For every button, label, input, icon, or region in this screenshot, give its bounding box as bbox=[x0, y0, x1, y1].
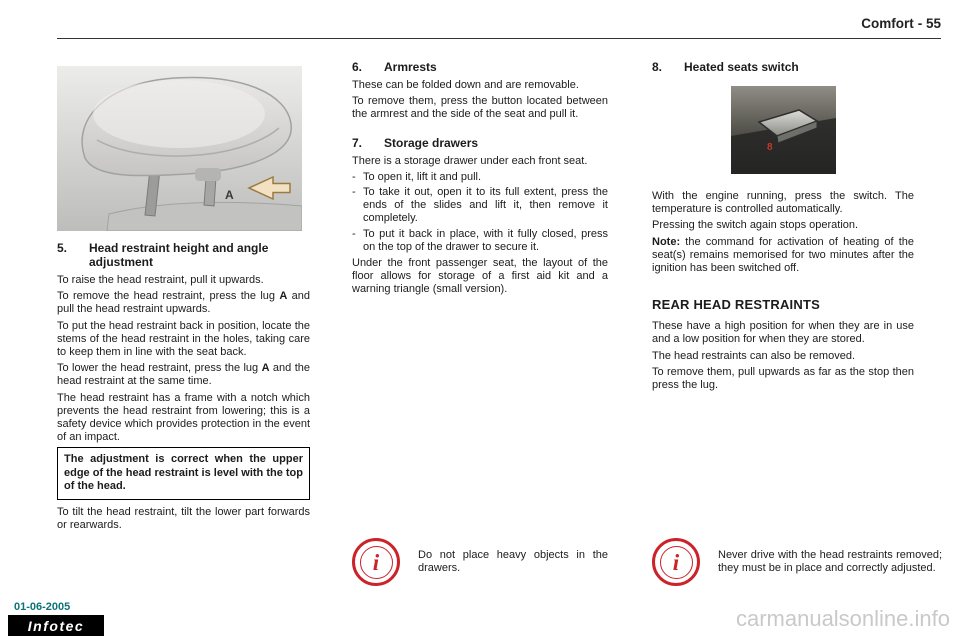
page-header bbox=[861, 16, 941, 31]
section-6-heading bbox=[352, 60, 608, 74]
heated-switch-photo bbox=[731, 86, 836, 174]
lug-label: A bbox=[225, 188, 234, 202]
header-divider bbox=[57, 38, 941, 39]
section-number: 7. bbox=[352, 135, 363, 150]
paragraph: These have a high position for when they are in use and a low position for when they are stored. bbox=[652, 320, 914, 346]
paragraph: To remove them, press the button located between the armrest and the side of the seat and pull it. bbox=[352, 95, 608, 121]
section-number: 5. bbox=[57, 241, 68, 255]
paragraph: These can be folded down and are removable. bbox=[352, 79, 579, 91]
section-number: 6. bbox=[352, 60, 363, 74]
paragraph: Under the front passenger seat, the layout of the floor allows for storage of a first aid kit and a warning triangle (small version). bbox=[352, 257, 608, 296]
section-5-heading bbox=[57, 241, 310, 269]
right-column bbox=[652, 60, 914, 395]
paragraph: There is a storage drawer under each front seat. bbox=[352, 154, 588, 167]
paragraph: To raise the head restraint, pull it upwards. bbox=[57, 274, 264, 286]
paragraph: The head restraints can also be removed. bbox=[652, 349, 856, 362]
paragraph: To remove the head restraint, press the lug A and pull the head restraint upwards. bbox=[57, 290, 310, 316]
warning-text: Never drive with the head restraints removed; they must be in place and correctly adjusted. bbox=[718, 548, 942, 574]
rear-head-restraints-heading: REAR HEAD RESTRAINTS bbox=[652, 297, 820, 313]
paragraph: To put the head restraint back in position, locate the stems of the head restraint in the holes, taking care to keep them in line with the seat back. bbox=[57, 319, 310, 359]
list-item: - To take it out, open it to its full extent, press the ends of the slides and lift it, then remove it completely. bbox=[352, 186, 608, 225]
revision-date: 01-06-2005 bbox=[14, 601, 71, 613]
list-item: - To open it, lift it and pull. bbox=[352, 170, 482, 183]
middle-column bbox=[352, 60, 608, 300]
paragraph: Note: the command for activation of heating of the seat(s) remains memorised for two minutes after the ignition has been switched off. bbox=[652, 235, 914, 275]
section-8-heading bbox=[652, 60, 914, 74]
section-7-heading bbox=[352, 136, 608, 150]
switch-label: 8 bbox=[766, 142, 773, 153]
adjustment-note-box: The adjustment is correct when the upper edge of the head restraint is level with the top of the head. bbox=[57, 447, 310, 500]
warning-text: Do not place heavy objects in the drawers. bbox=[418, 548, 608, 574]
section-title: Armrests bbox=[384, 60, 437, 74]
headrest-photo bbox=[57, 66, 302, 231]
paragraph: To remove them, pull upwards as far as the stop then press the lug. bbox=[652, 365, 914, 392]
paragraph: Pressing the switch again stops operation. bbox=[652, 219, 859, 232]
head-restraint-warning bbox=[652, 538, 942, 586]
section-number: 8. bbox=[652, 60, 663, 74]
section-title: Heated seats switch bbox=[684, 60, 799, 74]
section-title: Storage drawers bbox=[384, 135, 479, 150]
infotec-logo: Infotec bbox=[8, 615, 104, 636]
paragraph: The head restraint has a frame with a notch which prevents the head restraint from lowering; this is a safety device which provides protection in the event of an impact. bbox=[57, 391, 310, 444]
info-icon: i bbox=[352, 538, 400, 586]
section-name: Comfort bbox=[861, 16, 914, 31]
watermark: carmanualsonline.info bbox=[735, 606, 950, 631]
paragraph: To lower the head restraint, press the lug A and the head restraint at the same time. bbox=[57, 362, 310, 388]
left-column bbox=[57, 60, 310, 535]
info-icon: i bbox=[652, 538, 700, 586]
paragraph: To tilt the head restraint, tilt the lower part forwards or rearwards. bbox=[57, 505, 310, 532]
page-number: - 55 bbox=[917, 16, 941, 31]
section-title: Head restraint height and angle adjustment bbox=[89, 241, 269, 269]
drawer-warning bbox=[352, 538, 608, 586]
list-item: - To put it back in place, with it fully closed, press on the top of the drawer to secure it. bbox=[352, 227, 608, 253]
paragraph: With the engine running, press the switch. The temperature is controlled automatically. bbox=[652, 190, 914, 216]
